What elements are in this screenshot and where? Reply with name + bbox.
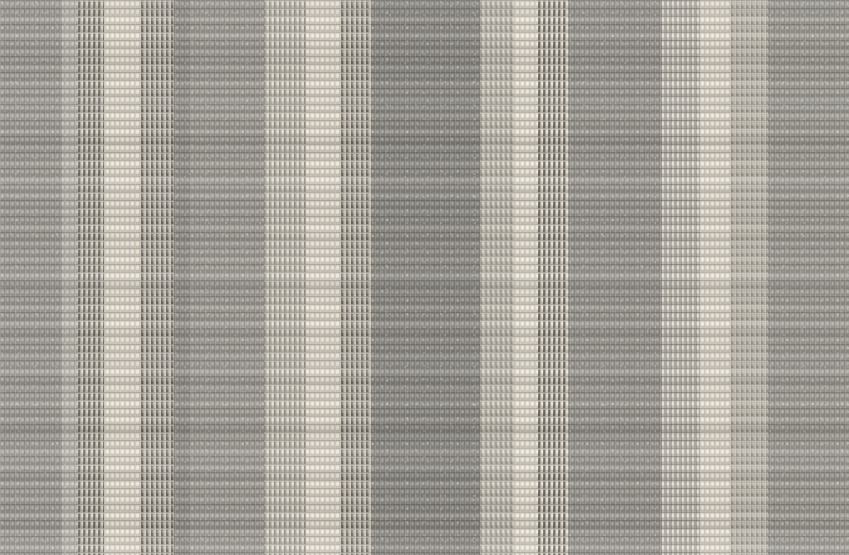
rug-stripe-dots bbox=[264, 0, 306, 555]
rug-stripe-cream bbox=[700, 0, 731, 555]
rug-stripe-heather bbox=[190, 0, 264, 555]
rug-stripe-light bbox=[62, 0, 78, 555]
rug-stripe-heather bbox=[0, 0, 62, 555]
rug-stripe-cream bbox=[104, 0, 141, 555]
rug-stripe-heather bbox=[568, 0, 662, 555]
rug-stripe-dots bbox=[78, 0, 104, 555]
rug-stripe-cream bbox=[306, 0, 341, 555]
rug-stripe-dots bbox=[731, 0, 768, 555]
rug-stripe-cream bbox=[514, 0, 538, 555]
rug-stripe-heather bbox=[371, 0, 480, 555]
rug-stripe-dots bbox=[141, 0, 174, 555]
rug-stripe-trans bbox=[662, 0, 700, 555]
rug-stripe-dots bbox=[538, 0, 568, 555]
rug-stripe-heather bbox=[768, 0, 849, 555]
rug-stripe-dots bbox=[480, 0, 514, 555]
rug-stripe-heather bbox=[174, 0, 190, 555]
rug-stripe-dots bbox=[341, 0, 371, 555]
